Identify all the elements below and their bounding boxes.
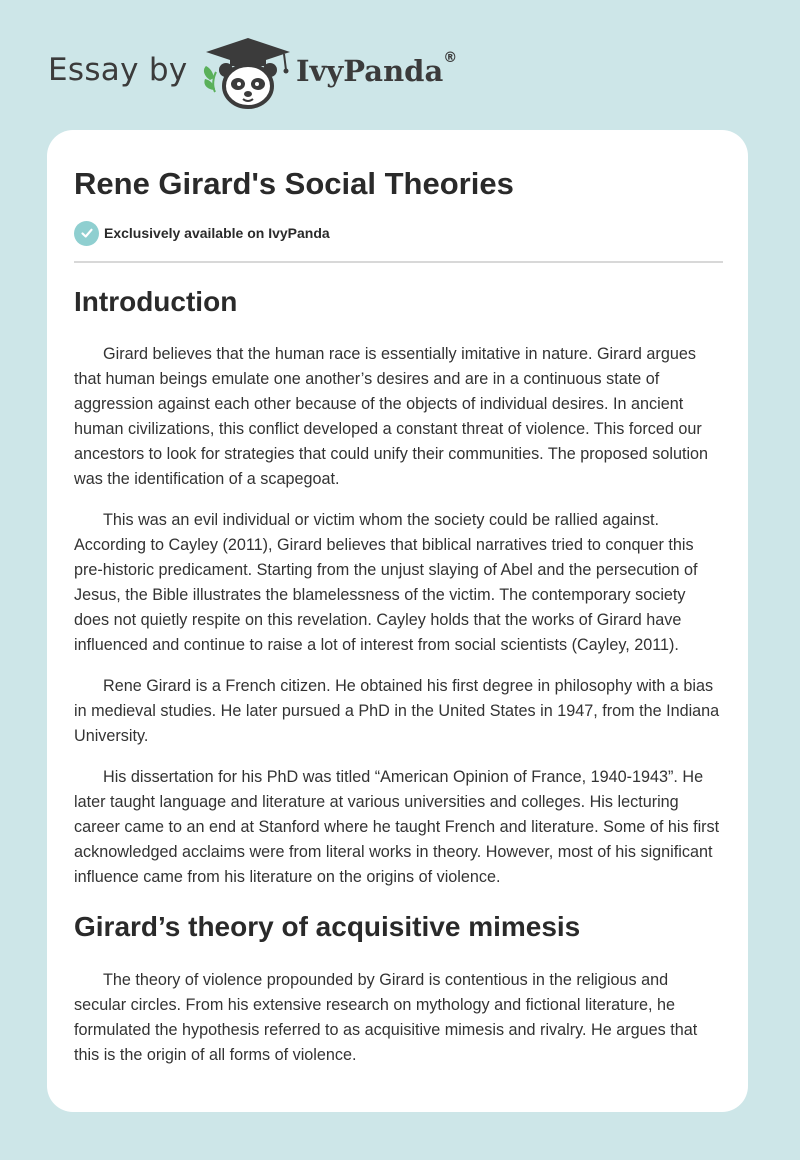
registered-mark: ® <box>443 50 458 66</box>
panda-graduate-icon[interactable] <box>200 34 296 110</box>
essay-by-label: Essay by <box>48 52 188 88</box>
brand-name[interactable] <box>296 50 458 88</box>
section-heading-introduction: Introduction <box>74 286 238 317</box>
page-title: Rene Girard's Social Theories <box>74 166 514 201</box>
checkmark-circle-icon <box>74 221 99 246</box>
section-heading-acquisitive-mimesis: Girard’s theory of acquisitive mimesis <box>74 911 581 942</box>
paragraph: Girard believes that the human race is essentially imitative in nature. Girard argues that human beings emulate one another’s desires and are in a continuous state of aggression against each other because of the objects of individual desires. In ancient human civilizations, this conflict developed a constant threat of violence. This forced our ancestors to look for strategies that could unify their communities. The proposed solution was the identification of a scapegoat. <box>74 345 709 488</box>
essay-card <box>47 130 748 1112</box>
brand-label[interactable]: IvyPanda <box>296 54 444 88</box>
badge-label: Exclusively available on IvyPanda <box>104 225 330 241</box>
site-header <box>48 34 508 110</box>
paragraph: His dissertation for his PhD was titled “American Opinion of France, 1940-1943”. He later taught language and literature at various universities and colleges. His lecturing career came to an end at Stanford where he taught French and literature. Some of his first acknowledged acclaims were from literal works in theory. However, most of his significant influence came from his literature on the origins of violence. <box>74 768 720 886</box>
paragraph: Rene Girard is a French citizen. He obtained his first degree in philosophy with a bias in medieval studies. He later pursued a PhD in the United States in 1947, from the Indiana University. <box>74 677 720 745</box>
divider <box>74 261 723 263</box>
paragraph: This was an evil individual or victim whom the society could be rallied against. According to Cayley (2011), Girard believes that biblical narratives tried to conquer this pre-historic predicament. Starting from the unjust slaying of Abel and the persecution of Jesus, the Bible illustrates the blamelessness of the victim. The contemporary society does not quietly respite on this revelation. Cayley holds that the works of Girard have influenced and continue to raise a lot of interest from social scientists (Cayley, 2011). <box>74 511 698 654</box>
exclusive-badge <box>74 220 330 246</box>
paragraph: The theory of violence propounded by Girard is contentious in the religious and secular circles. From his extensive research on mythology and fictional literature, he formulated the hypothesis referred to as acquisitive mimesis and rivalry. He argues that this is the origin of all forms of violence. <box>74 971 698 1064</box>
